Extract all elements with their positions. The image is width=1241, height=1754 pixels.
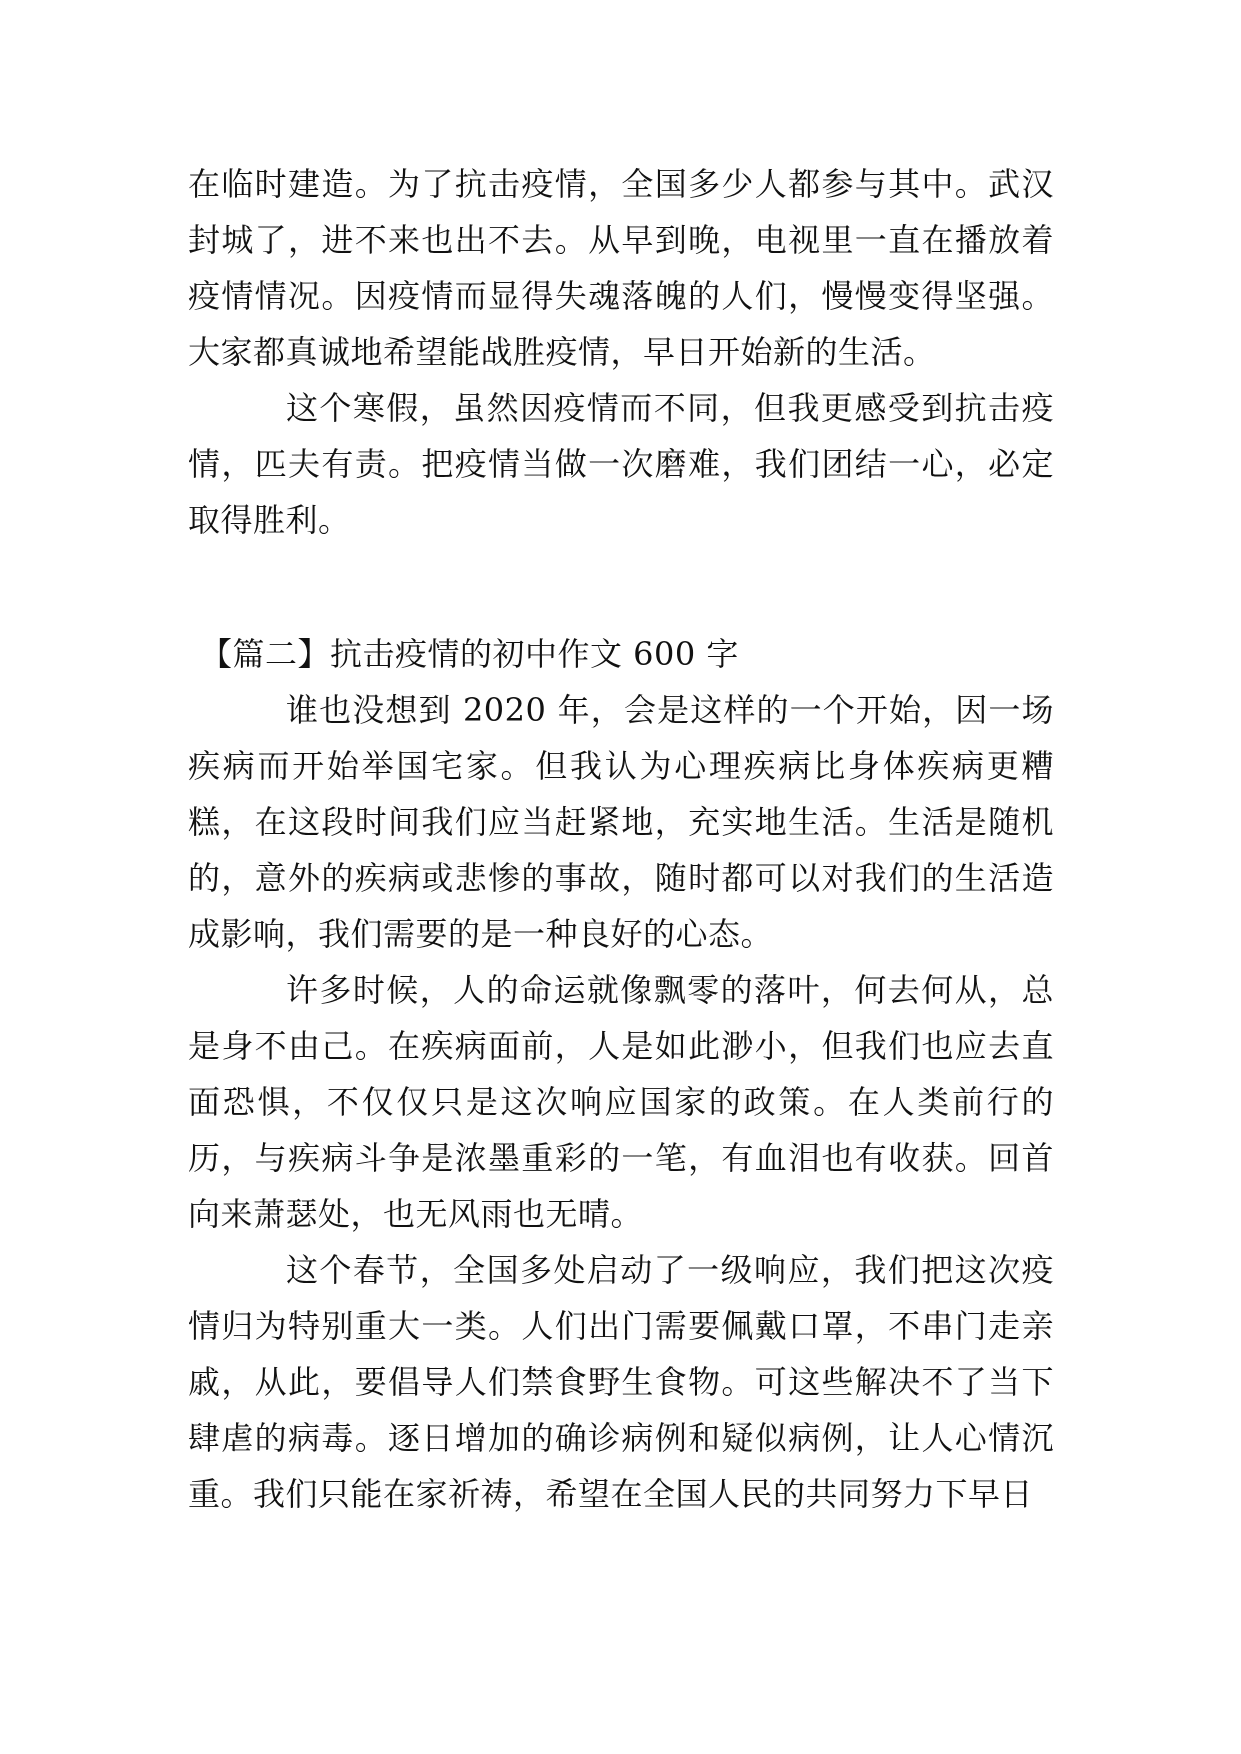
body-paragraph-1: 在临时建造。为了抗击疫情，全国多少人都参与其中。武汉封城了，进不来也出不去。从早到晚，电视里一直在播放着疫情情况。因疫情而显得失魂落魄的人们，慢慢变得坚强。大家都真诚地希望能战胜疫情，早日开始新的生活。 <box>188 165 1054 371</box>
body-paragraph-5: 这个春节，全国多处启动了一级响应，我们把这次疫情归为特别重大一类。人们出门需要佩戴口罩，不串门走亲戚，从此，要倡导人们禁食野生食物。可这些解决不了当下肆虐的病毒。逐日增加的确诊病例和疑似病例，让人心情沉重。我们只能在家祈祷，希望在全国人民的共同努力下早日 <box>188 1251 1054 1513</box>
section-spacer <box>188 548 1054 626</box>
document-page <box>188 156 1054 1522</box>
section-heading: 【篇二】抗击疫情的初中作文 600 字 <box>200 635 739 673</box>
body-paragraph-2: 这个寒假，虽然因疫情而不同，但我更感受到抗击疫情，匹夫有责。把疫情当做一次磨难，我们团结一心，必定取得胜利。 <box>188 389 1054 539</box>
body-paragraph-3: 谁也没想到 2020 年，会是这样的一个开始，因一场疾病而开始举国宅家。但我认为心理疾病比身体疾病更糟糕，在这段时间我们应当赶紧地，充实地生活。生活是随机的，意外的疾病或悲惨的事故，随时都可以对我们的生活造成影响，我们需要的是一种良好的心态。 <box>188 691 1054 953</box>
body-paragraph-4: 许多时候，人的命运就像飘零的落叶，何去何从，总是身不由己。在疾病面前，人是如此渺小，但我们也应去直面恐惧，不仅仅只是这次响应国家的政策。在人类前行的历，与疾病斗争是浓墨重彩的一笔，有血泪也有收获。回首向来萧瑟处，也无风雨也无晴。 <box>188 971 1054 1233</box>
